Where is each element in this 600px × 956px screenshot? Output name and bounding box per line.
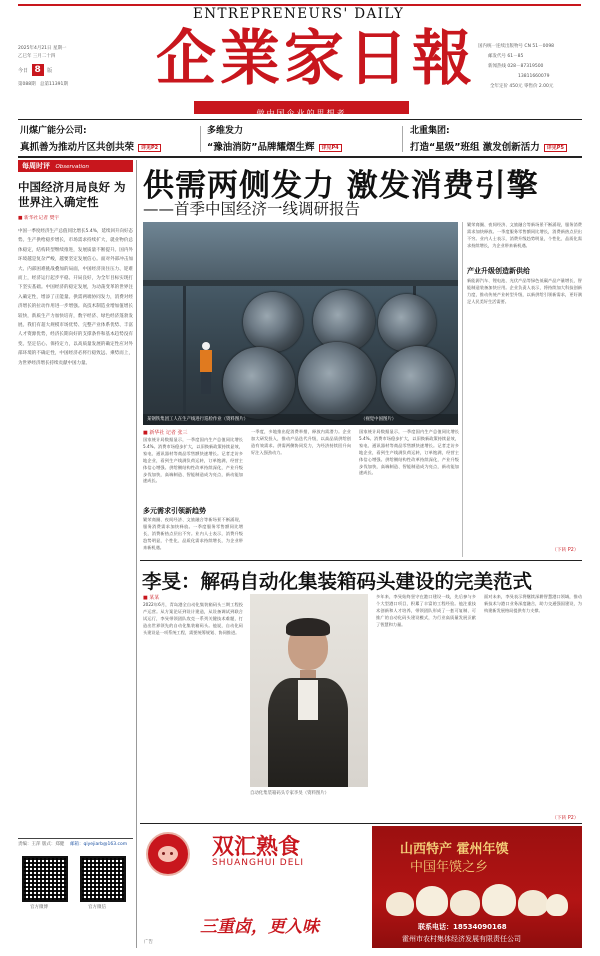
news-hotline: 新闻热线 028－87319500 [488,64,544,69]
factory-roof [143,222,458,282]
teaser-2[interactable]: 多维发力 “豫油消防”品牌耀熠生辉 详见P4 [207,123,392,155]
price: 全年定价 450元 零售价 2.00元 [490,84,554,89]
lead-subhead-2: 产业升级创造新供给 [467,267,530,275]
lead-subtitle: ——首季中国经济一线调研报告 [143,200,361,218]
teaser-page-ref: 详见P2 [138,144,161,152]
ad-brand-en: SHUANGHUI DELI [212,858,305,868]
feature-body-col3: 多年来，李旻始终坚守在港口建设一线，先后参与多个大型港口项目，积累了丰富的工程经验。他注重技术创新和人才培养，带领团队形成了一套可复制、可推广的自动化码头建设模式，为行业高质量发展贡献了智慧和力量。 [376,594,476,627]
feature-body-col4: 面对未来，李旻表示将继续深耕智慧港口领域，推动新技术与港口业务深度融合，助力交通强国建设，为构建新发展格局提供有力支撑。 [484,594,582,613]
column-divider [462,222,463,557]
teaser-page-ref: 详见P4 [319,144,342,152]
lead-body-col2: 一季度，多地推出促消费举措，释放内需潜力。企业加大研发投入，推动产品迭代升级，以高品质供给创造有效需求。供需两侧协同发力，为经济持续回升向好注入强劲动力。 [251,429,351,455]
ad-subtitle: 中国年馍之乡 [410,860,489,875]
chinese-name: 企業家日報 [156,24,476,94]
feature-photo-caption: 自动化集装箱码头专家李旻（资料图片） [250,791,330,796]
lead-body-col4a: 繁荣商圈、夜间经济、文旅融合等新场景不断涌现，服务消费需求加快释放。一季度服务零售额同比增长，消费新热点层出不穷。业内人士表示，消费升级趋势明显，个性化、品质化需求持续增长，为企业带来新机遇。 [467,222,582,248]
slogan-bar [194,101,409,118]
nianmo-ad[interactable] [372,826,582,948]
issue-total: 总第11391期 [40,82,68,87]
lead-byline: ■ 新华社 记者 张三 [143,430,188,436]
masthead [18,4,581,136]
lead-continued[interactable]: （下转 P2） [552,548,579,553]
teaser-page-ref: 详见P5 [544,144,567,152]
english-name: ENTREPRENEURS' DAILY [193,6,405,22]
teaser-rule [18,156,582,158]
qr-code-weibo[interactable] [22,856,68,902]
lead-headline[interactable]: 供需两侧发力 激发消费引擎 [143,168,539,204]
ad-title: 山西特产 霍州年馍 [400,842,509,857]
qr-code-wechat[interactable] [80,856,126,902]
date-line: 2025年4月21日 星期一 [18,46,67,51]
issue-number: 第088期 [18,82,36,87]
commentary-section [18,160,133,948]
person-hair [286,618,330,636]
person-shirt [298,680,318,720]
steel-coil [243,292,303,352]
steel-coil [223,347,295,419]
pages-count-block: 今日 8 版 [18,65,53,75]
qr-label: 官方微博 [30,905,48,910]
section-rule [140,560,582,561]
teaser-1[interactable]: 川煤广能分公司: 真抓善为推动片区共创共荣 详见P2 [20,123,195,155]
feature-continued[interactable]: （下转 P2） [552,816,579,821]
pillar [183,286,186,425]
commentary-byline: ■ 新华社记者 樊宇 [18,216,60,221]
feature-byline: ■ 某某 [143,595,160,601]
teaser-3[interactable]: 北重集团: 打造“星级”班组 激发创新活力 详见P5 [410,123,582,155]
column-divider [136,160,137,948]
qr-label: 官方微信 [88,905,106,910]
lead-subhead-1: 多元需求引领新趋势 [143,507,206,515]
steamed-buns [386,882,568,918]
divider [402,126,403,152]
photo-caption: 某钢铁集团工人在生产线进行巡检作业（资料图片） [147,417,248,422]
pages-badge: 8 [32,64,44,76]
commentary-header: 每周时评 Observation [18,160,133,172]
masthead-rule [18,119,582,120]
lead-body-col3: 国家统计局数据显示，一季度国内生产总值同比增长5.4%。消费市场稳步扩大，以旧换新政策持续显效，家电、通讯器材等商品零售额快速增长。记者走访多地企业，看到生产线满负荷运转，订单饱满，经营主体信心增强。供给侧结构性改革持续深化，产业升级步伐加快，高端制造、智能制造成为亮点，新动能加速成长。 [359,429,459,476]
lunar-date: 乙巳年 三月二十四 [18,54,56,59]
steel-coil [298,342,376,420]
pig-logo [146,832,190,876]
ad-brand-cn: 双汇熟食 [212,835,301,860]
steel-coil [378,294,436,352]
email[interactable]: 邮箱：qiyejiarb@163.com [70,842,128,847]
steel-coil [381,346,455,420]
cn-code: 国内统一连续出版物号 CN 51－0098 [478,44,555,49]
footer-rule [18,838,133,839]
lead-body-col1b: 繁荣商圈、夜间经济、文旅融合等新场景不断涌现，服务消费需求加快释放。一季度服务零售额同比增长，消费新热点层出不穷。业内人士表示，消费升级趋势明显，个性化、品质化需求持续增长，为企业带来新机遇。 [143,517,243,550]
lead-body-col4b: 新能源汽车、锂电池、光伏产品等绿色低碳产品产量增长，智能制造装备加快应用。企业负责人表示，将持续加大科技创新力度，推动传统产业转型升级，以新供给引领新需求，更好满足人民美好生活需要。 [467,278,582,304]
ad-rule [140,823,582,824]
commentary-title[interactable]: 中国经济月局良好 为世界注入确定性 [18,180,126,209]
phone: 13811660079 [518,74,550,79]
slogan: 做中国企业的思想者 [256,109,347,118]
feature-photo[interactable] [250,594,368,787]
crane-beam [143,280,458,286]
worker-figure [199,342,213,394]
lead-photo[interactable] [143,222,458,425]
commentary-body: 中国一季度经济生产总值同比增长5.4%，延续回升向好态势。生产供给稳步增长，市场需求持续扩大，就业物价总体稳定，结构转型继续推进，发展质量不断提升。国内外环境越是复杂严峻，越要坚定发展信心。面对外部冲击加大、内部困难挑战叠加的局面，中国经济顶住压力、迎难而上，经济运行起步平稳、开局良好，为全年目标实现打下坚实基础。中国经济的稳定发展，为动荡变革的世界注入确定性，增添了正能量。供需两端协同发力，消费对经济增长的拉动作用进一步增强。高技术制造业增加值增长较快，新质生产力加快培育，数字经济、绿色经济蓬勃发展。我们有超大规模市场优势、完整产业体系优势、丰富人才资源优势，经济长期向好的支撑条件和基本趋势没有变。坚定信心、保持定力，以高质量发展的确定性应对外部环境的不确定性，中国经济必将行稳致远、乘势而上，为世界经济增长持续贡献中国力量。 [18,229,133,366]
editors: 责编：王萍 版式：郑健 [18,842,65,847]
lead-body-col1: 国家统计局数据显示，一季度国内生产总值同比增长5.4%。消费市场稳步扩大，以旧换新政策持续显效，家电、通讯器材等商品零售额快速增长。记者走访多地企业，看到生产线满负荷运转，订单饱满，经营主体信心增强。供给侧结构性改革持续深化，产业升级步伐加快，高端制造、智能制造成为亮点，新动能加速成长。 [143,437,243,484]
photo-credit: （视觉中国图片） [361,417,397,422]
ad-slogan: 三重卤，更入味 [200,917,319,937]
post-code: 邮发代号 61－85 [488,54,524,59]
ad-tag: 广告 [144,940,153,945]
feature-headline[interactable]: 李旻：解码自动化集装箱码头建设的完美范式 [142,570,533,593]
divider [200,126,201,152]
feature-body-col1: 2022年6月，青岛港全自动化集装箱码头三期工程投产运营。从方案论证到设计建造，从设备调试到联合试运行，李旻带领团队攻克一系列关键技术难题，打造出世界领先的自动化集装箱码头。他说，自动化码头建设是一项系统工程，需要统筹规划、协同推进。 [143,602,243,635]
shuanghui-ad[interactable] [140,826,365,948]
ad-company: 霍州市农村集体经济发展有限责任公司 [402,935,521,943]
ad-phone: 联系电话：18534090168 [418,923,507,931]
